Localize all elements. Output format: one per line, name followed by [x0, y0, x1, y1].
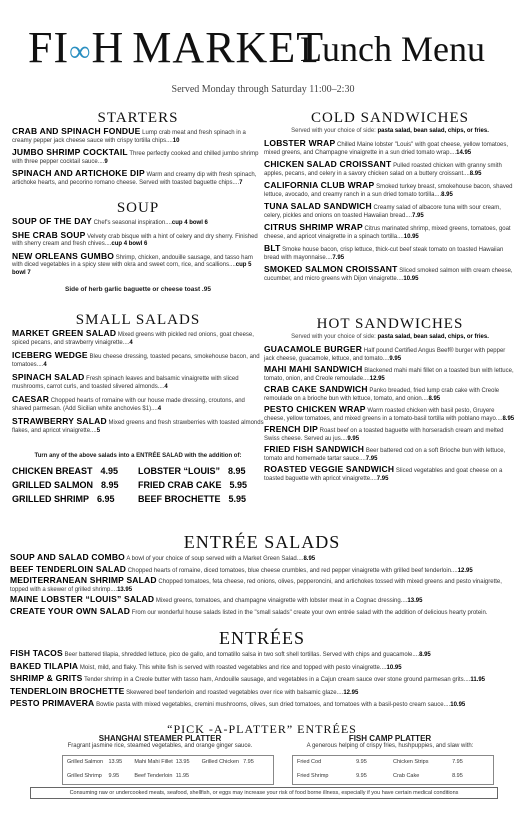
addon-item: [12, 466, 138, 476]
menu-item-name: CITRUS SHRIMP WRAP: [264, 222, 363, 232]
menu-item-name: STRAWBERRY SALAD: [12, 416, 107, 426]
addon-item: [138, 494, 264, 504]
menu-item-desc: Pulled roasted chicken with granny smith apples, pecans, and celery in a savory chicken salad on a buttery croissant: [264, 163, 502, 177]
menu-item-desc: Blackened mahi mahi fillet on a toasted bun with lettuce, tomato, onion, and Creole remoulade: [264, 368, 514, 382]
menu-item: PESTO CHICKEN WRAP Warm roasted chicken with basil pesto, Gruyere cheese, yellow tomatoes, and mixed greens in a tomato-basil tortilla with poblano mayo....8.95: [264, 404, 515, 422]
menu-item: SHRIMP & GRITS Tender shrimp in a Creole butter with tasso ham, Andouille sausage, and vegetables in a Cajun cream sauce over stone ground parmesan grits....11.95: [10, 673, 486, 683]
addon-item: [138, 480, 264, 490]
subtitle-text: Served with your choice of side:: [291, 334, 376, 340]
menu-item-desc: Velvety crab bisque with a hint of celery and dry sherry. Finished with sherry cream and fresh chives: [12, 233, 258, 247]
platter-cell: [202, 773, 243, 781]
served-hours: Served Monday through Saturday 11:00–2:30: [171, 84, 355, 95]
menu-item-name: NEW ORLEANS GUMBO: [12, 250, 115, 261]
menu-item-desc: Smoke house bacon, crisp lettuce, thick-cut beef steak tomato on toasted Hawaiian bread with mayonnaise: [264, 247, 504, 261]
addon-price: 5.95: [228, 494, 247, 504]
menu-item-name: SHRIMP & GRITS: [10, 673, 83, 683]
menu-item: BEEF TENDERLOIN SALAD Chopped hearts of romaine, diced tomatoes, blue cheese crumbles, and red pepper vinaigrette with grilled beef tenderloin....12.95: [10, 563, 473, 574]
menu-item: NEW ORLEANS GUMBO Shrimp, chicken, andouille sausage, and tasso ham with diced vegetables in a spicy stew with okra and sweet corn, rice, and scallions....cup 5 bowl 7: [12, 250, 253, 276]
menu-item-price: 10: [172, 137, 180, 144]
menu-item: FISH TACOS Beer battered tilapia, shredded lettuce, pico de gallo, and tomatillo salsa in two soft shell tortillas. Served with chips and guacamole....8.95: [10, 648, 431, 658]
menu-item-price: 8.95: [419, 652, 431, 658]
menu-item-desc: Chopped hearts of romaine with our house made dressing, croutons, and shaved parmesan. (Add Sicilian white anchovies $1): [12, 398, 245, 412]
platter-cell: Grilled Shrimp: [67, 773, 102, 779]
platter-cell: Fried Shrimp: [297, 773, 329, 779]
menu-item-price: 12.95: [457, 567, 473, 574]
menu-item-price: 8.95: [428, 395, 441, 402]
addon-item: [12, 480, 138, 490]
starters-list: [12, 128, 264, 191]
menu-item-desc: Half pound Certified Angus Beef® burger with pepper jack cheese, guacamole, lettuce, and tomato: [264, 348, 506, 362]
platter-row: [293, 756, 493, 770]
hot-sandwiches-subtitle: [264, 334, 516, 340]
menu-item-desc: Sliced smoked salmon with cream cheese, cucumber, and micro greens with Dijon vinaigrette: [264, 268, 513, 282]
menu-item-desc: Citrus marinated shrimp, mixed greens, tomatoes, goat cheese, and apricot vinaigrette in a spinach tortilla: [264, 226, 511, 240]
menu-item-desc: Fresh spinach leaves and balsamic vinaigrette with sliced mushrooms, carrot curls, and toasted slivered almonds: [12, 376, 239, 390]
menu-item-desc: Moist, mild, and flaky. This white fish is served with roasted vegetables and rice and topped with pesto vinaigrette: [79, 664, 380, 671]
menu-item-price: 7.95: [411, 212, 424, 219]
menu-item-name: BAKED TILAPIA: [10, 660, 79, 671]
menu-item-price: 4: [164, 383, 168, 390]
menu-item: [10, 605, 514, 618]
menu-item-desc: Skewered beef tenderloin and roasted vegetables over rice with balsamic glaze: [126, 689, 337, 696]
menu-item: CALIFORNIA CLUB WRAP Smoked turkey breast, smokehouse bacon, shaved lettuce, avocado, and creamy ranch in a sun dried tomato tortilla....8.95: [264, 180, 513, 198]
menu-item-name: SHE CRAB SOUP: [12, 229, 86, 240]
menu-item-price: 10.95: [450, 702, 466, 708]
starters-title: STARTERS: [97, 110, 179, 126]
menu-item-desc: Beer battered tilapia, shredded lettuce, pico de gallo, and tomatillo salsa in two soft shell tortillas. Served with chips and guacamole: [64, 652, 413, 658]
platter-cell: Chicken Strips: [393, 759, 429, 765]
menu-item-name: MEDITERRANEAN SHRIMP SALAD: [10, 575, 157, 585]
menu-item-price: 9.95: [347, 435, 360, 442]
addon-name: CHICKEN BREAST: [12, 466, 93, 476]
page-title: Lunch Menu: [300, 29, 485, 69]
menu-item-desc: Three perfectly cooked and chilled jumbo shrimp with three pepper cocktail sauce: [12, 151, 259, 165]
shanghai-title: SHANGHAI STEAMER PLATTER: [98, 734, 222, 743]
menu-item-name: BLT: [264, 243, 281, 253]
menu-item: ROASTED VEGGIE SANDWICH Sliced vegetables and goat cheese on a toasted baguette with apricot vinaigrette....7.95: [264, 464, 503, 482]
menu-item: JUMBO SHRIMP COCKTAIL Three perfectly cooked and chilled jumbo shrimp with three pepper cocktail sauce....9: [12, 147, 259, 165]
menu-item-name: JUMBO SHRIMP COCKTAIL: [12, 147, 128, 157]
addon-name: LOBSTER “LOUIS”: [138, 466, 221, 476]
menu-item-desc: Chopped hearts of romaine, diced tomatoes, blue cheese crumbles, and red pepper vinaigrette with grilled beef tenderloin: [127, 567, 451, 574]
cold-sandwiches-title: COLD SANDWICHES: [311, 110, 469, 126]
menu-item-desc: Sliced vegetables and goat cheese on a toasted baguette with apricot vinaigrette: [264, 468, 503, 482]
menu-item: ICEBERG WEDGE Bleu cheese dressing, toasted pecans, smokehouse bacon, and tomatoes....4: [12, 350, 260, 368]
menu-item-price: cup 5 bowl 7: [12, 262, 252, 276]
entree-salads-list: [10, 554, 514, 619]
footer-disclaimer: Consuming raw or undercooked meats, seafood, shellfish, or eggs may increase your risk of food borne illness, especially if you have certain medical conditions: [30, 787, 498, 799]
menu-item: TENDERLOIN BROCHETTE Skewered beef tenderloin and roasted vegetables over rice with balsamic glaze....12.95: [10, 685, 359, 696]
menu-item: CRAB AND SPINACH FONDUE Lump crab meat and fresh spinach in a creamy pepper jack cheese sauce with crispy tortilla chips....10: [12, 126, 246, 144]
menu-item-price: 4: [157, 405, 162, 412]
platter-cell: Crab Cake: [393, 773, 420, 779]
menu-item-price: cup 4 bowl 6: [171, 220, 208, 226]
platter-row: [293, 770, 493, 784]
platter-cell: Grilled Salmon: [67, 759, 104, 765]
menu-item-name: TUNA SALAD SANDWICH: [264, 201, 372, 211]
menu-item-name: SMOKED SALMON CROISSANT: [264, 264, 398, 274]
menu-item-desc: Lump crab meat and fresh spinach in a creamy pepper jack cheese sauce with crispy tortilla chips: [12, 130, 246, 144]
menu-item-name: TENDERLOIN BROCHETTE: [10, 685, 125, 696]
platter-cell: [243, 773, 269, 781]
menu-item-name: FISH TACOS: [10, 648, 63, 658]
menu-item-price: 7.95: [332, 254, 345, 261]
menu-item-price: 8.95: [441, 191, 453, 198]
menu-item-desc: Bleu cheese dressing, toasted pecans, smokehouse bacon, and tomatoes: [12, 354, 260, 368]
menu-item-desc: Chopped tomatoes, feta cheese, red onions, olives, pepperoncini, and artichokes tossed with mixed greens and pesto vinaigrette, topped with a skewer of grilled shrimp: [10, 579, 502, 593]
addon-item: [12, 494, 138, 504]
fishcamp-desc: A generous helping of crispy fries, hushpuppies, and slaw with:: [306, 743, 474, 749]
menu-item-desc: A bowl of your choice of soup served with a Market Green Salad: [126, 556, 297, 562]
menu-item: SMOKED SALMON CROISSANT Sliced smoked salmon with cream cheese, cucumber, and micro greens with Dijon vinaigrette....10.95: [264, 264, 513, 282]
platter-cell: 8.95: [452, 773, 463, 779]
platter-cell: 11.95: [175, 773, 190, 779]
logo-text: H: [91, 23, 125, 72]
menu-item-name: MARKET GREEN SALAD: [12, 328, 117, 338]
menu-item-desc: Mixed greens with pickled red onions, goat cheese, spiced pecans, and strawberry vinaigrette: [12, 332, 254, 346]
hot-sandwiches-list: [264, 346, 516, 486]
menu-item-name: FRIED FISH SANDWICH: [264, 444, 365, 454]
platter-cell: 13.95: [175, 759, 190, 765]
menu-item-price: 7.95: [376, 475, 389, 482]
menu-item-name: ROASTED VEGGIE SANDWICH: [264, 464, 395, 474]
menu-item: FRENCH DIP Roast beef on a toasted baguette with horseradish cream and melted Swiss cheese. Served au jus....9.95: [264, 424, 504, 442]
menu-item-price: 10.95: [403, 233, 419, 240]
menu-item: BLT Smoke house bacon, crisp lettuce, thick-cut beef steak tomato on toasted Hawaiian bread with mayonnaise....7.95: [264, 243, 504, 261]
subtitle-sides: pasta salad, bean salad, chips, or fries.: [377, 334, 489, 340]
menu-item-price: 13.95: [117, 586, 133, 593]
addon-note: Turn any of the above salads into a ENTRÉE SALAD with the addition of:: [34, 453, 242, 459]
menu-item-desc: Panko breaded, fried lump crab cake with Creole remoulade on a brioche bun with lettuce, tomato, and onion: [264, 388, 500, 402]
menu-item-name: CRAB AND SPINACH FONDUE: [12, 126, 141, 136]
platter-row: [63, 756, 273, 770]
menu-item-desc: Roast beef on a toasted baguette with horseradish cream and melted Swiss cheese. Served au jus: [264, 428, 504, 442]
menu-item-name: ICEBERG WEDGE: [12, 350, 88, 360]
logo: [28, 22, 324, 73]
addon-price: 4.95: [100, 466, 119, 476]
menu-item-price: 10.95: [403, 275, 419, 282]
hot-sandwiches-title: HOT SANDWICHES: [316, 316, 464, 332]
soup-side-price: .95: [201, 286, 211, 293]
menu-item-desc: Creamy salad of albacore tuna with sour cream, celery, pickles and onions on toasted Hawaiian bread: [264, 205, 501, 219]
platter-cell: 9.95: [356, 759, 367, 765]
menu-item-name: FRENCH DIP: [264, 424, 318, 434]
menu-item-price: 7.95: [365, 455, 378, 462]
fishcamp-table: [292, 755, 494, 785]
subtitle-text: Served with your choice of side:: [291, 128, 376, 134]
soup-side-label: Side of herb garlic baguette or cheese toast: [65, 286, 201, 293]
addon-price: 8.95: [101, 480, 119, 490]
shanghai-desc: Fragrant jasmine rice, steamed vegetables, and orange ginger sauce.: [67, 743, 253, 749]
menu-item: STRAWBERRY SALAD Mixed greens and fresh strawberries with toasted almonds flakes, and apricot vinaigrette....5: [12, 416, 264, 434]
menu-item-name: BEEF TENDERLOIN SALAD: [10, 563, 127, 574]
platter-cell: Grilled Chicken: [201, 759, 239, 765]
addon-name: FRIED CRAB CAKE: [138, 480, 222, 490]
menu-item-name: CREATE YOUR OWN SALAD: [10, 605, 131, 616]
menu-item-price: 8.95: [502, 415, 515, 422]
menu-item-name: PESTO PRIMAVERA: [10, 698, 95, 708]
fishcamp-title: FISH CAMP PLATTER: [348, 734, 432, 743]
fishcamp-platter: [282, 734, 498, 749]
menu-item: CRAB CAKE SANDWICH Panko breaded, fried lump crab cake with Creole remoulade on a brioche bun with lettuce, tomato, and onion....8.95: [264, 384, 500, 402]
platter-title: “PICK -A-PLATTER” ENTRÉES: [167, 722, 357, 736]
menu-item: BAKED TILAPIA Moist, mild, and flaky. This white fish is served with roasted vegetables and rice and topped with pesto vinaigrette....10.95: [10, 660, 402, 671]
entrees-list: [10, 650, 514, 713]
menu-item-desc: Smoked turkey breast, smokehouse bacon, shaved lettuce, avocado, and creamy ranch in a sun dried tomato tortilla: [264, 184, 513, 198]
soup-list: [12, 218, 264, 281]
menu-item-desc: Bowtie pasta with mixed vegetables, cremini mushrooms, olives, sun dried tomatoes, and tomatoes with a basil-pesto cream sauce: [96, 702, 444, 708]
platter-row: [63, 770, 273, 784]
entree-salads-title: ENTRÉE SALADS: [183, 532, 341, 552]
menu-item-name: GUACAMOLE BURGER: [264, 344, 363, 354]
menu-item-price: 13.95: [407, 598, 423, 604]
menu-item-name: MAHI MAHI SANDWICH: [264, 364, 363, 374]
menu-item: MAINE LOBSTER “LOUIS” SALAD Mixed greens, tomatoes, and champagne vinaigrette with lobster meat in a Cognac dressing....13.95: [10, 594, 423, 604]
menu-item-name: PESTO CHICKEN WRAP: [264, 404, 366, 414]
menu-item-price: 7: [239, 179, 243, 186]
menu-item: MAHI MAHI SANDWICH Blackened mahi mahi fillet on a toasted bun with lettuce, tomato, onion, and Creole remoulade....12.95: [264, 364, 514, 382]
menu-item-price: 11.95: [470, 677, 486, 683]
menu-item-desc: Beer battered cod on a soft Brioche bun with lettuce, tomato and homemade tartar sauce: [264, 448, 506, 462]
menu-item: SPINACH AND ARTICHOKE DIP Warm and creamy dip with fresh spinach, artichoke hearts, and pecorino romano cheese. Served with toasted baguette chips....7: [12, 168, 257, 186]
menu-item-name: SPINACH SALAD: [12, 372, 85, 382]
small-salads-title: SMALL SALADS: [75, 312, 201, 328]
platter-cell: 13.95: [108, 759, 123, 765]
fish-icon: ∞: [69, 34, 92, 68]
platter-cell: 9.95: [108, 773, 120, 779]
logo-text: FI: [28, 23, 70, 72]
menu-item-price: 8.95: [469, 170, 482, 177]
addon-name: GRILLED SHRIMP: [12, 494, 90, 504]
platter-cell: 9.95: [356, 773, 367, 779]
menu-item: SPINACH SALAD Fresh spinach leaves and balsamic vinaigrette with sliced mushrooms, carrot curls, and toasted slivered almonds....4: [12, 372, 239, 390]
menu-item-name: LOBSTER WRAP: [264, 138, 336, 148]
menu-item: MEDITERRANEAN SHRIMP SALAD Chopped tomatoes, feta cheese, red onions, olives, pepperoncini, and artichokes tossed with mixed greens and pesto vinaigrette, topped with a skewer of grilled shrimp....13.95: [10, 575, 502, 593]
menu-item-name: CHICKEN SALAD CROISSANT: [264, 159, 392, 169]
addon-price: 5.95: [229, 480, 248, 490]
menu-item-desc: Chilled Maine lobster "Louis" with goat cheese, yellow tomatoes, mixed greens, and Champagne vinaigrette in a sun dried tomato wrap: [264, 142, 509, 156]
soup-title: SOUP: [116, 200, 160, 216]
platter-cell: 7.95: [452, 759, 463, 765]
menu-item-desc: Chef's seasonal inspiration: [93, 220, 166, 226]
menu-item: FRIED FISH SANDWICH Beer battered cod on a soft Brioche bun with lettuce, tomato and homemade tartar sauce....7.95: [264, 444, 506, 462]
menu-item: PESTO PRIMAVERA Bowtie pasta with mixed vegetables, cremini mushrooms, olives, sun dried tomatoes, and tomatoes with a basil-pesto cream sauce....10.95: [10, 698, 466, 708]
menu-item-desc: Tender shrimp in a Creole butter with tasso ham, Andouille sausage, and vegetables in a Cajun cream sauce over stone ground parmesan grits: [84, 677, 464, 683]
menu-item-price: 12.95: [343, 689, 359, 696]
addon-name: BEEF BROCHETTE: [138, 494, 221, 504]
platter-cell: Fried Cod: [297, 759, 322, 765]
addon-grid: [12, 466, 264, 504]
menu-item-price: 8.95: [303, 556, 316, 562]
menu-item: CAESAR Chopped hearts of romaine with our house made dressing, croutons, and shaved parmesan. (Add Sicilian white anchovies $1)....4: [12, 394, 245, 412]
menu-item-name: CALIFORNIA CLUB WRAP: [264, 180, 375, 190]
menu-item-desc: Warm roasted chicken with basil pesto, Gruyere cheese, yellow tomatoes, and mixed greens in a tomato-basil tortilla with poblano mayo: [264, 408, 496, 422]
platter-cell: Beef Tenderloin: [134, 773, 173, 779]
menu-item-desc: Warm and creamy dip with fresh spinach, artichoke hearts, and pecorino romano cheese. Served with toasted baguette chips: [12, 172, 257, 186]
menu-item-name: SOUP OF THE DAY: [12, 216, 92, 226]
platter-cell: Mahi Mahi Fillet: [134, 759, 173, 765]
menu-item-price: 9.95: [389, 355, 402, 362]
menu-item: TUNA SALAD SANDWICH Creamy salad of albacore tuna with sour cream, celery, pickles and onions on toasted Hawaiian bread....7.95: [264, 201, 501, 219]
menu-item: GUACAMOLE BURGER Half pound Certified Angus Beef® burger with pepper jack cheese, guacamole, lettuce, and tomato....9.95: [264, 344, 506, 362]
menu-item: CHICKEN SALAD CROISSANT Pulled roasted chicken with granny smith apples, pecans, and celery in a savory chicken salad on a buttery croissant....8.95: [264, 159, 502, 177]
menu-item-price: 5: [96, 427, 101, 434]
menu-item-desc: Shrimp, chicken, andouille sausage, and tasso ham with diced vegetables in a spicy stew with okra and sweet corn, rice, and scallions: [12, 254, 253, 268]
small-salads-list: [12, 330, 264, 440]
menu-item-price: 14.95: [456, 149, 472, 156]
menu-item-desc: Mixed greens and fresh strawberries with toasted almonds flakes, and apricot vinaigrette: [12, 420, 264, 434]
shanghai-table: [62, 755, 274, 785]
menu-item-price: 9: [104, 158, 108, 165]
menu-item-name: CRAB CAKE SANDWICH: [264, 384, 368, 394]
menu-item-name: MAINE LOBSTER “LOUIS” SALAD: [10, 594, 155, 604]
entrees-title: ENTRÉES: [219, 628, 305, 648]
platter-cell: 7.95: [243, 759, 254, 765]
logo-text: MARKET: [132, 23, 325, 72]
subtitle-sides: pasta salad, bean salad, chips, or fries.: [377, 128, 489, 134]
cold-sandwiches-list: [264, 140, 516, 287]
menu-item-price: 4: [43, 361, 47, 368]
menu-item-desc: Mixed greens, tomatoes, and champagne vinaigrette with lobster meat in a Cognac dressing: [155, 598, 401, 604]
addon-price: 6.95: [97, 494, 115, 504]
menu-item-name: SPINACH AND ARTICHOKE DIP: [12, 168, 145, 178]
menu-item-price: 4: [129, 339, 133, 346]
addon-price: 8.95: [228, 466, 246, 476]
menu-item: SOUP AND SALAD COMBO A bowl of your choice of soup served with a Market Green Salad....8.95: [10, 552, 316, 562]
addon-name: GRILLED SALMON: [12, 480, 93, 490]
menu-item-price: 12.95: [369, 375, 385, 382]
menu-item: MARKET GREEN SALAD Mixed greens with pickled red onions, goat cheese, spiced pecans, and strawberry vinaigrette....4: [12, 328, 254, 346]
menu-item-name: SOUP AND SALAD COMBO: [10, 552, 125, 562]
menu-item: LOBSTER WRAP Chilled Maine lobster "Louis" with goat cheese, yellow tomatoes, mixed greens, and Champagne vinaigrette in a sun dried tomato wrap....14.95: [264, 138, 509, 156]
cold-sandwiches-subtitle: [264, 128, 516, 134]
menu-item: SOUP OF THE DAY Chef's seasonal inspiration....cup 4 bowl 6: [12, 216, 208, 226]
menu-item-price: 10.95: [386, 664, 402, 671]
shanghai-platter: [40, 734, 280, 749]
menu-item-price: cup 4 bowl 6: [111, 241, 148, 247]
menu-item: CITRUS SHRIMP WRAP Citrus marinated shrimp, mixed greens, tomatoes, goat cheese, and apricot vinaigrette in a spinach tortilla....10.95: [264, 222, 511, 240]
addon-item: [138, 466, 264, 476]
soup-side: [12, 286, 264, 293]
menu-item-name: CAESAR: [12, 394, 50, 404]
menu-item-desc: From our wonderful house salads listed in the "small salads" create your own entrée salad with the addition of delicious hearty protein.: [131, 609, 488, 616]
menu-item: SHE CRAB SOUP Velvety crab bisque with a hint of celery and dry sherry. Finished with sherry cream and fresh chives....cup 4 bowl 6: [12, 229, 258, 247]
